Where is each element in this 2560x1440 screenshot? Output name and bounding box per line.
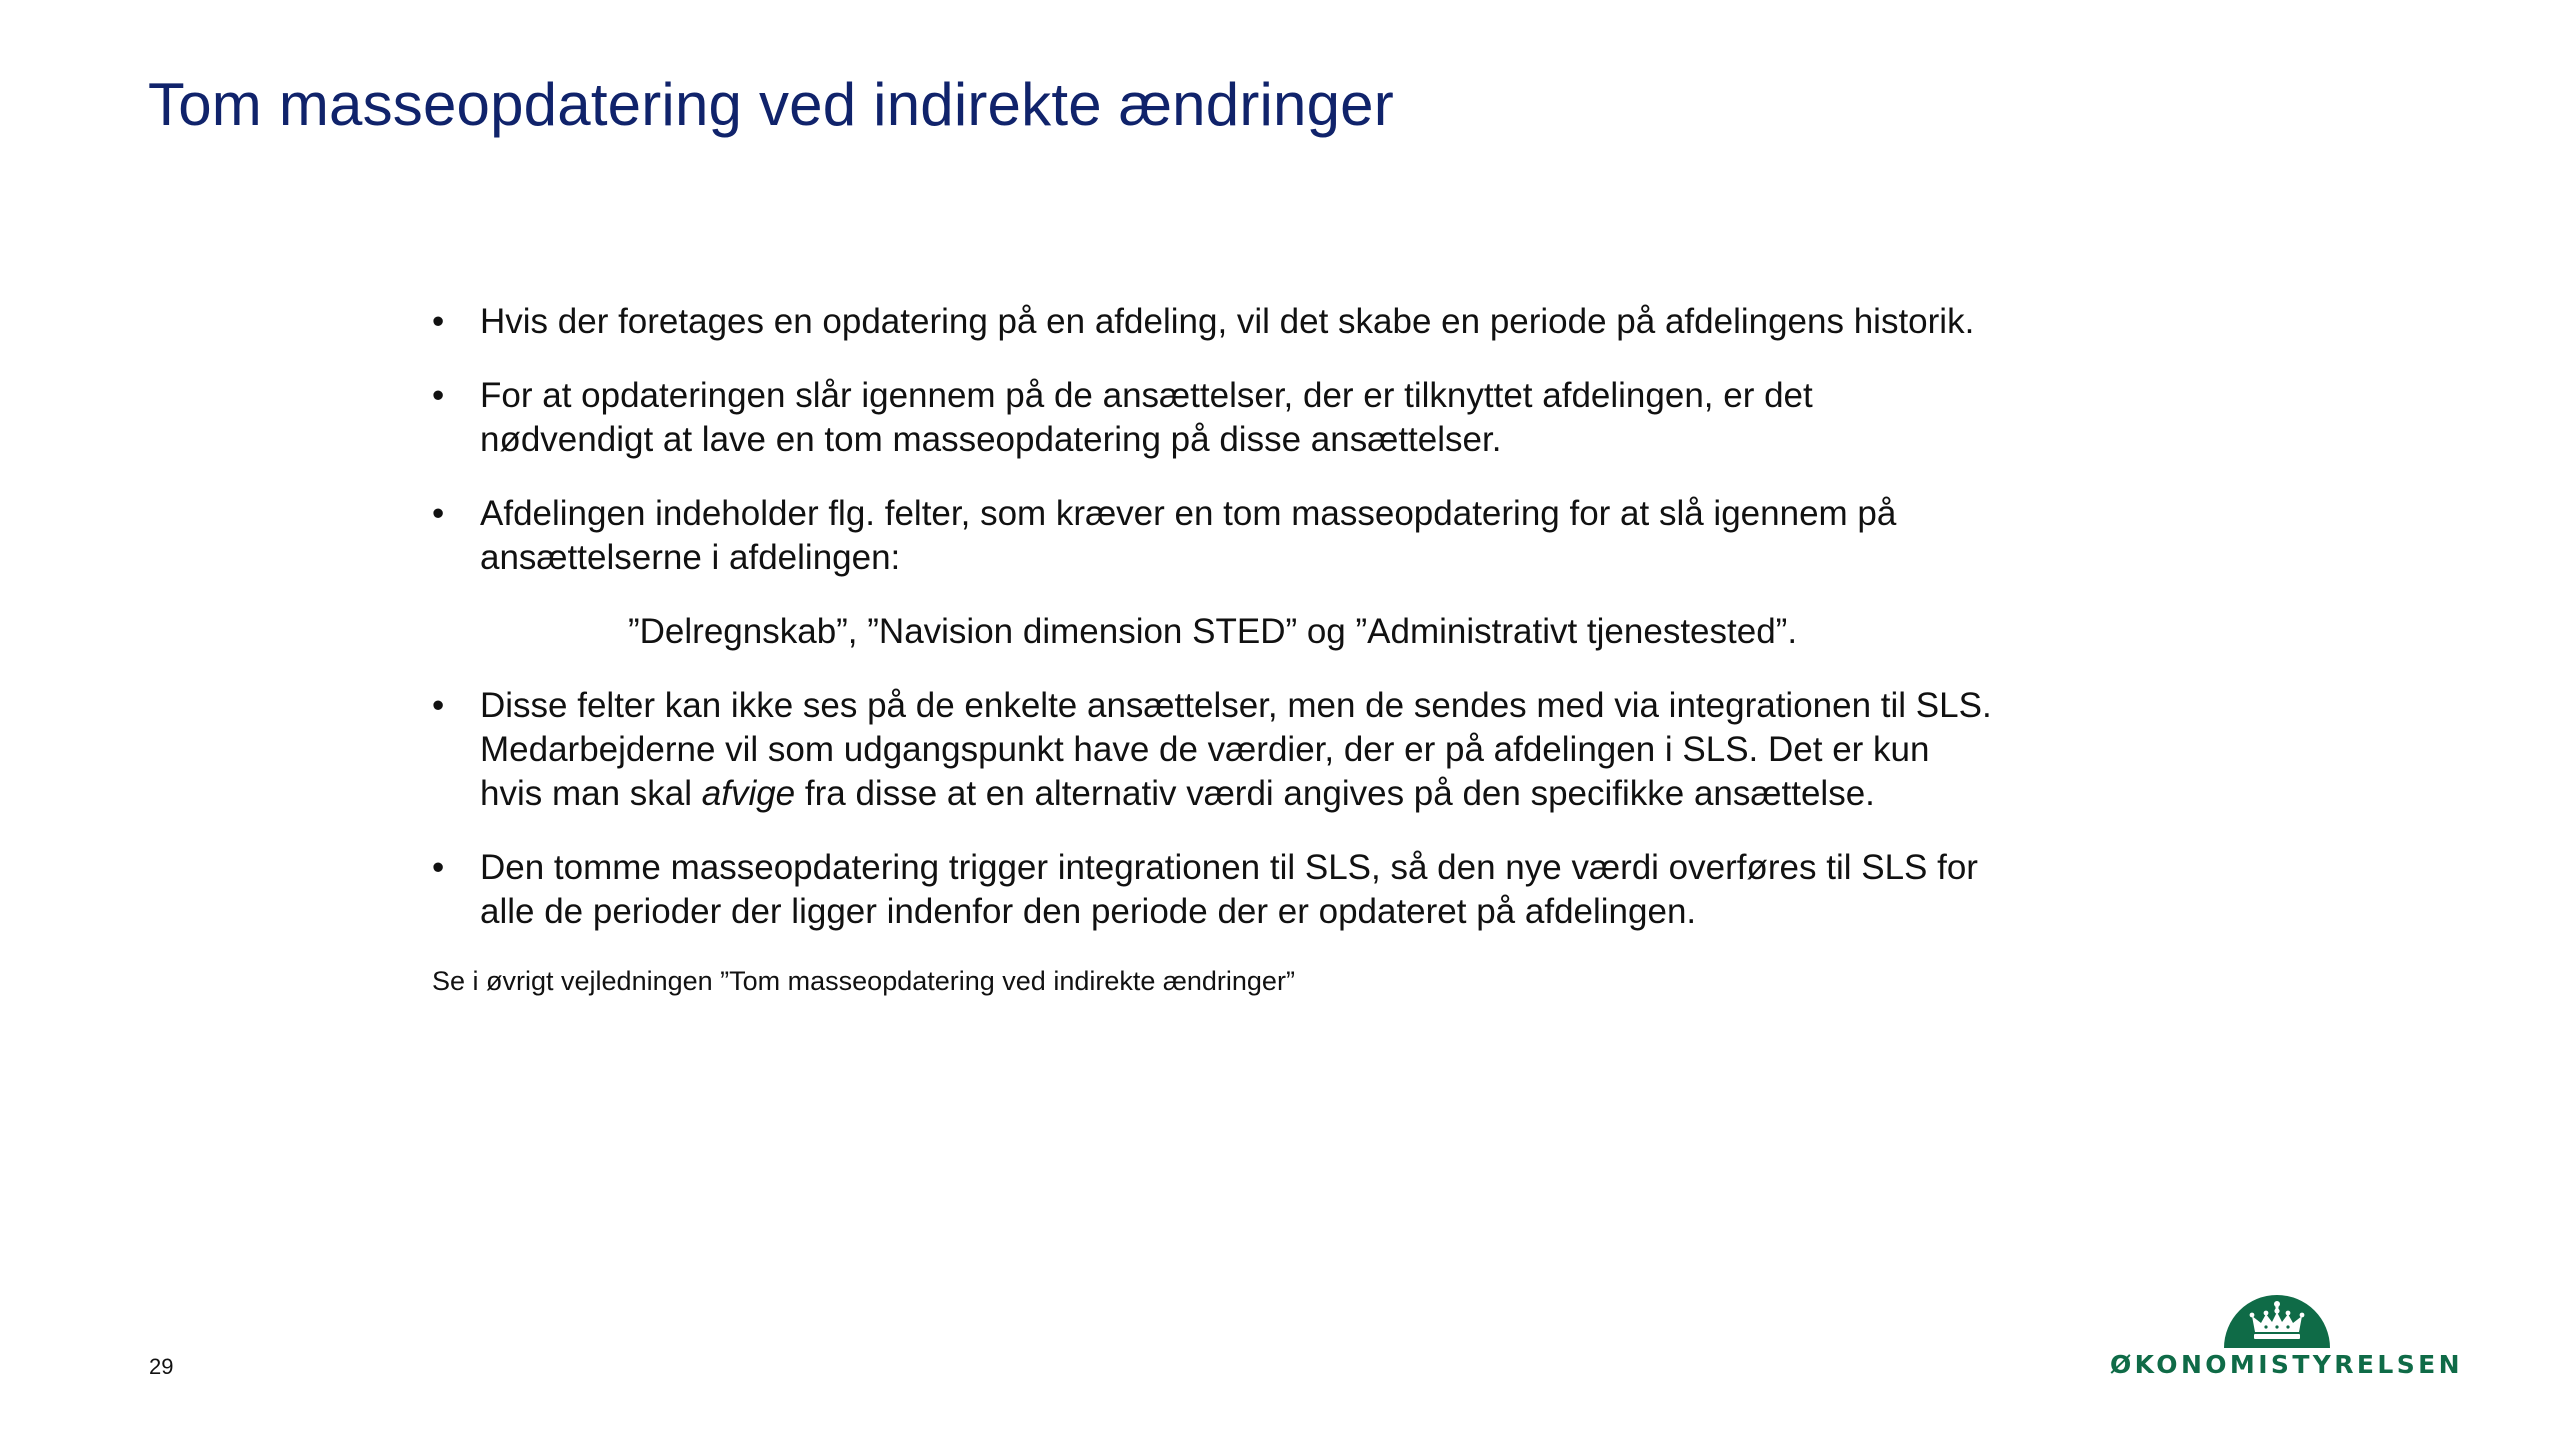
emphasis-word: afvige — [701, 774, 796, 813]
bullet-item — [432, 492, 1992, 580]
bullet-dot: • — [432, 686, 445, 725]
bullet-dot: • — [432, 848, 445, 887]
bullet-text: Hvis der foretages en opdatering på en afdeling, vil det skabe en periode på afdelingens historik. — [480, 302, 1975, 341]
bullet-text-part: Disse felter kan ikke ses på de enkelte ansættelser, men de sendes med via integrationen til SLS. Medarbejderne vil som udgangspunkt have de værdier, der er på afdelingen i SLS. Det er kun hvis man skal — [480, 686, 1992, 813]
bullet-text: For at opdateringen slår igennem på de ansættelser, der er tilknyttet afdelingen, er det nødvendigt at lave en tom masseopdatering på disse ansættelser. — [480, 376, 1813, 459]
organization-logo — [2110, 1290, 2463, 1390]
bullet-item — [432, 300, 1992, 344]
bullet-dot: • — [432, 302, 445, 341]
slide-body — [432, 300, 1992, 998]
slide-title: Tom masseopdatering ved indirekte ændringer — [148, 71, 1394, 138]
bullet-item — [432, 684, 1992, 816]
bullet-item — [432, 374, 1992, 462]
bullet-dot: • — [432, 376, 445, 415]
bullet-text-part: fra disse at en alternativ værdi angives på den specifikke ansættelse. — [795, 774, 1875, 813]
logo-wordmark: ØKONOMISTYRELSEN — [2110, 1350, 2463, 1379]
fields-list-line: ”Delregnskab”, ”Navision dimension STED” og ”Administrativt tjenestested”. — [628, 612, 1798, 651]
crown-logo-icon — [2222, 1290, 2332, 1348]
bullet-text: Den tomme masseopdatering trigger integrationen til SLS, så den nye værdi overføres til SLS for alle de perioder der ligger indenfor den periode der er opdateret på afdelingen. — [480, 848, 1978, 931]
bullet-text: Afdelingen indeholder flg. felter, som kræver en tom masseopdatering for at slå igennem på ansættelserne i afdelingen: — [480, 494, 1897, 577]
bullet-dot: • — [432, 494, 445, 533]
bullet-item — [432, 846, 1992, 934]
page-number: 29 — [149, 1354, 174, 1379]
bullet-text — [480, 686, 1992, 813]
footnote-reference: Se i øvrigt vejledningen ”Tom masseopdatering ved indirekte ændringer” — [432, 966, 1295, 996]
